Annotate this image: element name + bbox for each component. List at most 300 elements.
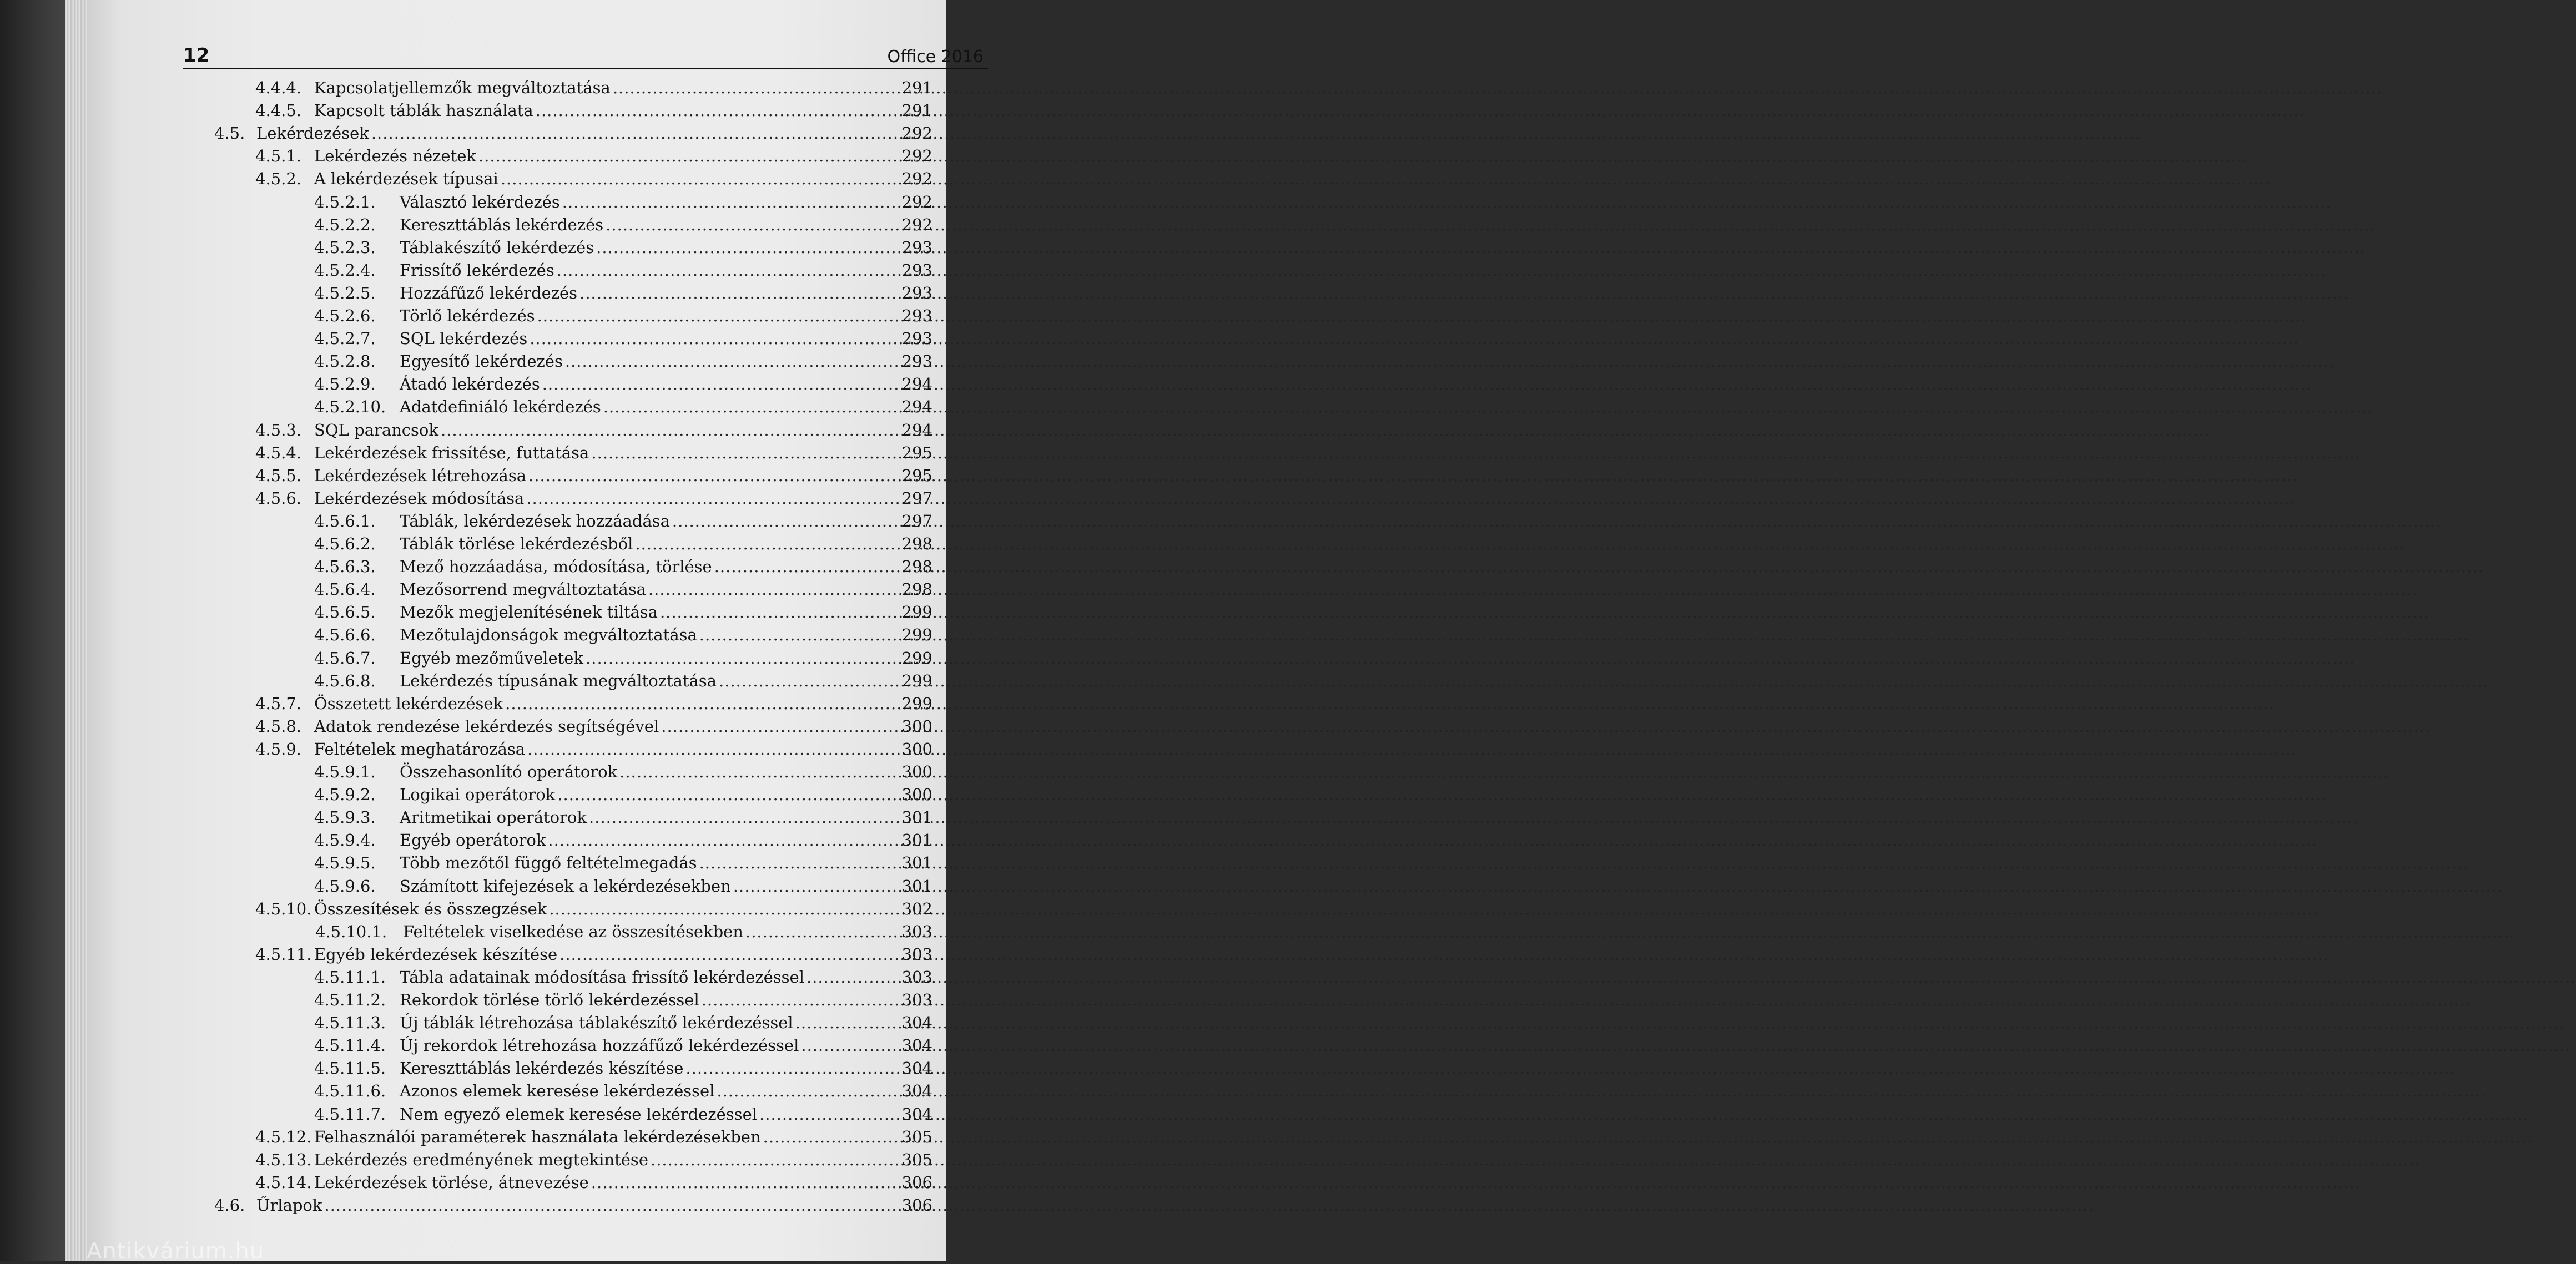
toc-entry-number: 4.5.2. [255, 169, 302, 188]
dot-leader [549, 898, 2318, 921]
dot-leader [478, 145, 2248, 168]
toc-entry-number: 4.5.8. [255, 717, 302, 736]
dot-leader [586, 647, 2355, 670]
toc-entry [87, 533, 946, 555]
toc-entry [87, 555, 946, 578]
toc-entry-leader [400, 829, 903, 852]
toc-entry [87, 783, 946, 806]
dot-leader [714, 555, 2484, 578]
dot-leader [606, 214, 2375, 236]
dot-leader [763, 1126, 2533, 1149]
toc-entry [87, 715, 946, 738]
toc-entry-number: 4.5.2.1. [314, 193, 376, 211]
dot-leader [603, 396, 2373, 418]
toc-entry-page: 305 [901, 1150, 932, 1169]
toc-entry-number: 4.5.9. [255, 740, 302, 759]
toc-entry-leader [400, 670, 903, 692]
dot-leader [806, 966, 2576, 989]
toc-entry [87, 259, 946, 282]
toc-entry-title: Űrlapok [256, 1196, 322, 1215]
dot-leader [733, 875, 2503, 898]
toc-entry-page: 299 [901, 649, 932, 668]
toc-entry-page: 294 [901, 421, 932, 439]
toc-entry-leader [400, 350, 903, 373]
toc-entry-number: 4.5.6.4. [314, 580, 376, 599]
toc-entry-page: 293 [901, 284, 932, 302]
toc-entry-number: 4.5.5. [255, 466, 302, 485]
toc-entry-title: Számított kifejezések a lekérdezésekben [400, 877, 731, 896]
toc-entry-page: 303 [901, 922, 932, 941]
toc-entry [87, 214, 946, 236]
dot-leader [324, 1194, 2094, 1217]
toc-entry [87, 921, 946, 943]
toc-entry-leader [256, 122, 903, 145]
dot-leader [565, 350, 2335, 373]
toc-entry-number: 4.5.6.1. [314, 512, 376, 530]
toc-entry-page: 292 [901, 215, 932, 234]
toc-entry-page: 299 [901, 625, 932, 644]
toc-entry-page: 304 [901, 1081, 932, 1100]
toc-entry-leader [400, 533, 903, 555]
toc-entry-title: SQL parancsok [314, 421, 438, 439]
toc-entry-title: Lekérdezések frissítése, futtatása [314, 443, 589, 462]
toc-entry-page: 306 [901, 1196, 932, 1215]
toc-entry-page: 297 [901, 489, 932, 508]
toc-entry-page: 301 [901, 877, 932, 896]
toc-entry-leader [314, 1126, 903, 1149]
toc-entry-leader [400, 806, 903, 829]
toc-entry-number: 4.5.10.1. [315, 922, 387, 941]
toc-entry-number: 4.5.2.4. [314, 261, 376, 280]
toc-entry [87, 738, 946, 761]
toc-entry-title: Lekérdezés eredményének megtekintése [314, 1150, 648, 1169]
page-number: 12 [183, 44, 210, 67]
book-title: Office 2016 [887, 47, 984, 67]
toc-entry-page: 298 [901, 557, 932, 576]
dot-leader [759, 1103, 2529, 1126]
toc-entry-leader [400, 373, 903, 396]
toc-entry-number: 4.5.13. [255, 1150, 312, 1169]
toc-entry-leader [400, 214, 903, 236]
toc-entry-page: 299 [901, 671, 932, 690]
dot-leader [596, 236, 2366, 259]
toc-entry-number: 4.5.2.6. [314, 306, 376, 325]
toc-entry [87, 1171, 946, 1194]
dot-leader [579, 282, 2349, 305]
toc-entry-title: Lekérdezések törlése, átnevezése [314, 1173, 589, 1192]
toc-entry-title: Kereszttáblás lekérdezés [400, 215, 604, 234]
dot-leader [537, 305, 2307, 327]
toc-entry-title: Választó lekérdezés [400, 193, 560, 211]
toc-entry [87, 670, 946, 692]
toc-entry-title: Azonos elemek keresése lekérdezéssel [400, 1081, 715, 1100]
toc-entry [87, 624, 946, 646]
toc-entry-number: 4.6. [214, 1196, 245, 1215]
dot-leader [685, 1057, 2455, 1080]
toc-entry-leader [403, 921, 903, 943]
toc-entry-page: 304 [901, 1105, 932, 1124]
toc-entry [87, 236, 946, 259]
toc-entry [87, 1057, 946, 1080]
toc-entry-title: Rekordok törlése törlő lekérdezéssel [400, 990, 699, 1009]
toc-entry [87, 1080, 946, 1103]
toc-entry-number: 4.5.11.4. [314, 1036, 386, 1055]
toc-entry [87, 1103, 946, 1126]
toc-entry-leader [400, 191, 903, 214]
toc-entry [87, 510, 946, 533]
toc-entry-leader [400, 852, 903, 874]
toc-entry [87, 145, 946, 168]
watermark: Antikvárium.hu [87, 1238, 265, 1264]
toc-entry-page: 294 [901, 375, 932, 393]
toc-entry-number: 4.5.9.4. [314, 831, 376, 850]
toc-entry-page: 303 [901, 945, 932, 964]
toc-entry-leader [400, 1034, 903, 1057]
toc-entry-title: Felhasználói paraméterek használata lekérdezésekben [314, 1128, 761, 1146]
toc-entry-title: Tábla adatainak módosítása frissítő lekérdezéssel [400, 968, 804, 987]
toc-entry-number: 4.5.6.5. [314, 603, 376, 621]
toc-entry-leader [400, 327, 903, 350]
toc-entry-number: 4.5.6.3. [314, 557, 376, 576]
toc-entry-page: 300 [901, 762, 932, 781]
toc-entry-page: 291 [901, 101, 932, 120]
toc-entry-title: Átadó lekérdezés [400, 375, 540, 393]
toc-entry [87, 373, 946, 396]
toc-entry-leader [400, 555, 903, 578]
dot-leader [557, 783, 2327, 806]
toc-entry-number: 4.5.2.9. [314, 375, 376, 393]
toc-entry [87, 761, 946, 783]
toc-entry-leader [314, 145, 903, 168]
dot-leader [548, 829, 2317, 852]
toc-entry-title: Egyéb operátorok [400, 831, 546, 850]
dot-leader [557, 259, 2326, 282]
toc-entry-title: Összehasonlító operátorok [400, 762, 618, 781]
toc-entry-page: 300 [901, 785, 932, 804]
toc-entry-leader [400, 1012, 903, 1034]
toc-entry-title: Lekérdezés nézetek [314, 146, 476, 165]
toc-entry-title: Több mezőtől függő feltételmegadás [400, 853, 697, 872]
toc-entry-page: 292 [901, 169, 932, 188]
toc-entry-page: 293 [901, 306, 932, 325]
toc-entry-page: 304 [901, 1036, 932, 1055]
toc-entry-number: 4.5.2.10. [314, 397, 386, 416]
toc-entry-number: 4.5.11.5. [314, 1059, 386, 1078]
running-header [183, 39, 988, 69]
toc-entry-title: Feltételek meghatározása [314, 740, 526, 759]
toc-entry-leader [314, 692, 903, 715]
toc-entry-number: 4.5.11.3. [314, 1013, 386, 1032]
dot-leader [719, 670, 2488, 692]
toc-entry-number: 4.5.11.7. [314, 1105, 386, 1124]
toc-entry-leader [400, 1080, 903, 1103]
toc-entry-title: Táblák törlése lekérdezésből [400, 534, 633, 553]
toc-entry-leader [314, 1149, 903, 1171]
toc-entry-page: 298 [901, 534, 932, 553]
dot-leader [530, 327, 2299, 350]
toc-entry-page: 292 [901, 146, 932, 165]
toc-entry-number: 4.4.4. [255, 78, 302, 97]
toc-entry-title: Egyéb mezőműveletek [400, 649, 584, 668]
toc-entry-title: Logikai operátorok [400, 785, 556, 804]
toc-entry-number: 4.5.6.2. [314, 534, 376, 553]
toc-entry-page: 302 [901, 899, 932, 918]
toc-entry-title: Frissítő lekérdezés [400, 261, 554, 280]
toc-entry-leader [400, 1103, 903, 1126]
toc-entry-leader [314, 77, 903, 99]
toc-entry-title: Hozzáfűző lekérdezés [400, 284, 578, 302]
toc-entry-title: Adatok rendezése lekérdezés segítségével [314, 717, 659, 736]
toc-entry-number: 4.5.9.5. [314, 853, 376, 872]
toc-entry-number: 4.5.2.8. [314, 352, 376, 371]
toc-entry-number: 4.5.3. [255, 421, 302, 439]
toc-entry [87, 1194, 946, 1217]
toc-entry-title: Feltételek viselkedése az összesítésekben [403, 922, 743, 941]
toc-entry [87, 875, 946, 898]
toc-entry-number: 4.5.2.5. [314, 284, 376, 302]
toc-entry-page: 304 [901, 1059, 932, 1078]
dot-leader [613, 77, 2382, 99]
toc-entry [87, 442, 946, 464]
toc-entry-leader [400, 761, 903, 783]
toc-entry-page: 304 [901, 1013, 932, 1032]
toc-entry-title: Kereszttáblás lekérdezés készítése [400, 1059, 684, 1078]
toc-entry-leader [400, 510, 903, 533]
toc-entry [87, 601, 946, 624]
toc-entry-page: 299 [901, 603, 932, 621]
toc-entry-title: Egyesítő lekérdezés [400, 352, 563, 371]
toc-entry-number: 4.5.2.7. [314, 329, 376, 348]
toc-entry-page: 300 [901, 717, 932, 736]
toc-entry-title: Lekérdezések létrehozása [314, 466, 527, 485]
toc-entry [87, 647, 946, 670]
toc-entry [87, 122, 946, 145]
toc-entry-number: 4.5.10. [255, 899, 312, 918]
toc-entry-title: Új táblák létrehozása táblakészítő lekérdezéssel [400, 1013, 793, 1032]
toc-entry-number: 4.5.6.6. [314, 625, 376, 644]
dot-leader [619, 761, 2389, 783]
toc-entry-page: 297 [901, 512, 932, 530]
toc-entry-title: Kapcsolt táblák használata [314, 101, 533, 120]
toc-entry-leader [314, 442, 903, 464]
toc-entry [87, 578, 946, 601]
toc-entry-leader [314, 168, 903, 190]
dot-leader [717, 1080, 2486, 1103]
toc-entry-number: 4.5.6.8. [314, 671, 376, 690]
toc-entry-page: 303 [901, 990, 932, 1009]
dot-leader [528, 464, 2298, 487]
toc-entry-leader [256, 1194, 903, 1217]
toc-entry-page: 301 [901, 808, 932, 827]
toc-entry-number: 4.5.11.2. [314, 990, 386, 1009]
toc-entry [87, 692, 946, 715]
toc-entry-number: 4.5.11.1. [314, 968, 386, 987]
dot-leader [527, 738, 2297, 761]
dot-leader [559, 943, 2329, 966]
dot-leader [371, 122, 2141, 145]
toc-entry-leader [400, 578, 903, 601]
dot-leader [702, 989, 2471, 1012]
toc-entry-title: Lekérdezés típusának megváltoztatása [400, 671, 717, 690]
toc-entry-leader [400, 1057, 903, 1080]
dot-leader [589, 806, 2358, 829]
toc-entry-leader [400, 989, 903, 1012]
toc-entry-number: 4.5.2.3. [314, 238, 376, 257]
toc-entry [87, 1034, 946, 1057]
toc-entry-title: Mezősorrend megváltoztatása [400, 580, 646, 599]
toc-entry [87, 1126, 946, 1149]
dot-leader [505, 692, 2275, 715]
toc-entry [87, 829, 946, 852]
toc-entry-title: Kapcsolatjellemzők megváltoztatása [314, 78, 611, 97]
dot-leader [542, 373, 2312, 396]
toc-entry-title: Aritmetikai operátorok [400, 808, 587, 827]
toc-entry-number: 4.4.5. [255, 101, 302, 120]
toc-entry-leader [314, 715, 903, 738]
toc-entry [87, 487, 946, 510]
toc-entry-number: 4.5.7. [255, 694, 302, 713]
toc-entry-leader [400, 259, 903, 282]
toc-entry-title: Mezők megjelenítésének tiltása [400, 603, 658, 621]
toc-entry-number: 4.5.11.6. [314, 1081, 386, 1100]
toc-entry-number: 4.5.9.3. [314, 808, 376, 827]
toc-entry-leader [314, 738, 903, 761]
toc-entry [87, 966, 946, 989]
toc-entry [87, 1149, 946, 1171]
toc-entry-number: 4.5.4. [255, 443, 302, 462]
toc-entry [87, 806, 946, 829]
book-page [87, 0, 984, 1264]
toc-entry [87, 943, 946, 966]
dot-leader [745, 921, 2515, 943]
toc-entry [87, 396, 946, 418]
toc-entry-page: 293 [901, 352, 932, 371]
toc-entry-title: Mező hozzáadása, módosítása, törlése [400, 557, 712, 576]
toc-entry-leader [400, 305, 903, 327]
toc-entry [87, 989, 946, 1012]
toc-entry-leader [400, 601, 903, 624]
toc-entry-page: 295 [901, 466, 932, 485]
toc-entry-title: Nem egyező elemek keresése lekérdezéssel [400, 1105, 758, 1124]
toc-entry-leader [400, 624, 903, 646]
toc-entry-page: 292 [901, 193, 932, 211]
toc-entry-title: Törlő lekérdezés [400, 306, 535, 325]
dot-leader [795, 1012, 2565, 1034]
toc-entry-title: SQL lekérdezés [400, 329, 528, 348]
toc-entry-page: 298 [901, 580, 932, 599]
toc-entry-leader [314, 943, 903, 966]
toc-entry [87, 419, 946, 442]
toc-entry [87, 191, 946, 214]
toc-entry-page: 293 [901, 329, 932, 348]
toc-entry-page: 306 [901, 1173, 932, 1192]
dot-leader [536, 99, 2305, 122]
toc-entry-title: Táblakészítő lekérdezés [400, 238, 594, 257]
toc-entry-leader [400, 236, 903, 259]
dot-leader [801, 1034, 2570, 1057]
toc-entry-number: 4.5.9.6. [314, 877, 376, 896]
dot-leader [635, 533, 2404, 555]
toc-entry [87, 327, 946, 350]
toc-entry-number: 4.5.9.2. [314, 785, 376, 804]
toc-entry [87, 99, 946, 122]
toc-entry-page: 301 [901, 853, 932, 872]
toc-entry [87, 282, 946, 305]
toc-entry [87, 464, 946, 487]
toc-entry-leader [314, 464, 903, 487]
dot-leader [672, 510, 2442, 533]
page-edges [65, 0, 88, 1261]
toc-entry-title: Lekérdezések módosítása [314, 489, 525, 508]
toc-entry-leader [400, 396, 903, 418]
toc-entry-page: 293 [901, 238, 932, 257]
toc-entry-page: 295 [901, 443, 932, 462]
toc-entry-number: 4.5.9.1. [314, 762, 376, 781]
toc-entry-page: 293 [901, 261, 932, 280]
toc-entry-number: 4.5.14. [255, 1173, 312, 1192]
toc-entry-title: Lekérdezések [256, 124, 369, 143]
toc-entry-page: 303 [901, 968, 932, 987]
toc-entry-number: 4.5.6.7. [314, 649, 376, 668]
dot-leader [501, 168, 2270, 190]
toc-entry [87, 852, 946, 874]
dot-leader [441, 419, 2210, 442]
toc-entry-page: 294 [901, 397, 932, 416]
dot-leader [562, 191, 2332, 214]
toc-entry-title: Új rekordok létrehozása hozzáfűző lekérdezéssel [400, 1036, 799, 1055]
toc-entry [87, 898, 946, 921]
toc-entry-page: 291 [901, 78, 932, 97]
toc-entry [87, 305, 946, 327]
toc-entry-leader [314, 898, 903, 921]
toc-entry-leader [400, 783, 903, 806]
toc-entry-page: 301 [901, 831, 932, 850]
toc-entry-leader [400, 647, 903, 670]
toc-entry-number: 4.5. [214, 124, 245, 143]
toc-entry-title: Mezőtulajdonságok megváltoztatása [400, 625, 697, 644]
toc-entry-leader [314, 419, 903, 442]
dot-leader [591, 1171, 2361, 1194]
toc-entry-title: Összetett lekérdezések [314, 694, 503, 713]
toc-entry-number: 4.5.6. [255, 489, 302, 508]
toc-entry-leader [314, 487, 903, 510]
toc-entry-title: Adatdefiniáló lekérdezés [400, 397, 601, 416]
toc-entry-leader [400, 875, 903, 898]
toc-entry-page: 292 [901, 124, 932, 143]
toc-entry [87, 350, 946, 373]
toc-entry [87, 1012, 946, 1034]
dot-leader [699, 852, 2469, 874]
toc-entry-title: Táblák, lekérdezések hozzáadása [400, 512, 670, 530]
dot-leader [699, 624, 2469, 646]
toc-entry-page: 305 [901, 1128, 932, 1146]
toc-entry-number: 4.5.1. [255, 146, 302, 165]
toc-entry-number: 4.5.2.2. [314, 215, 376, 234]
toc-entry-number: 4.5.12. [255, 1128, 312, 1146]
toc-entry-title: A lekérdezések típusai [314, 169, 498, 188]
dot-leader [591, 442, 2361, 464]
toc-entry-leader [400, 282, 903, 305]
toc-entry-title: Egyéb lekérdezések készítése [314, 945, 558, 964]
toc-entry [87, 77, 946, 99]
dot-leader [526, 487, 2296, 510]
toc-entry-title: Összesítések és összegzések [314, 899, 547, 918]
toc-entry-leader [400, 966, 903, 989]
toc-entry [87, 168, 946, 190]
toc-entry-leader [314, 99, 903, 122]
toc-entry-leader [314, 1171, 903, 1194]
toc-entry-number: 4.5.11. [255, 945, 312, 964]
